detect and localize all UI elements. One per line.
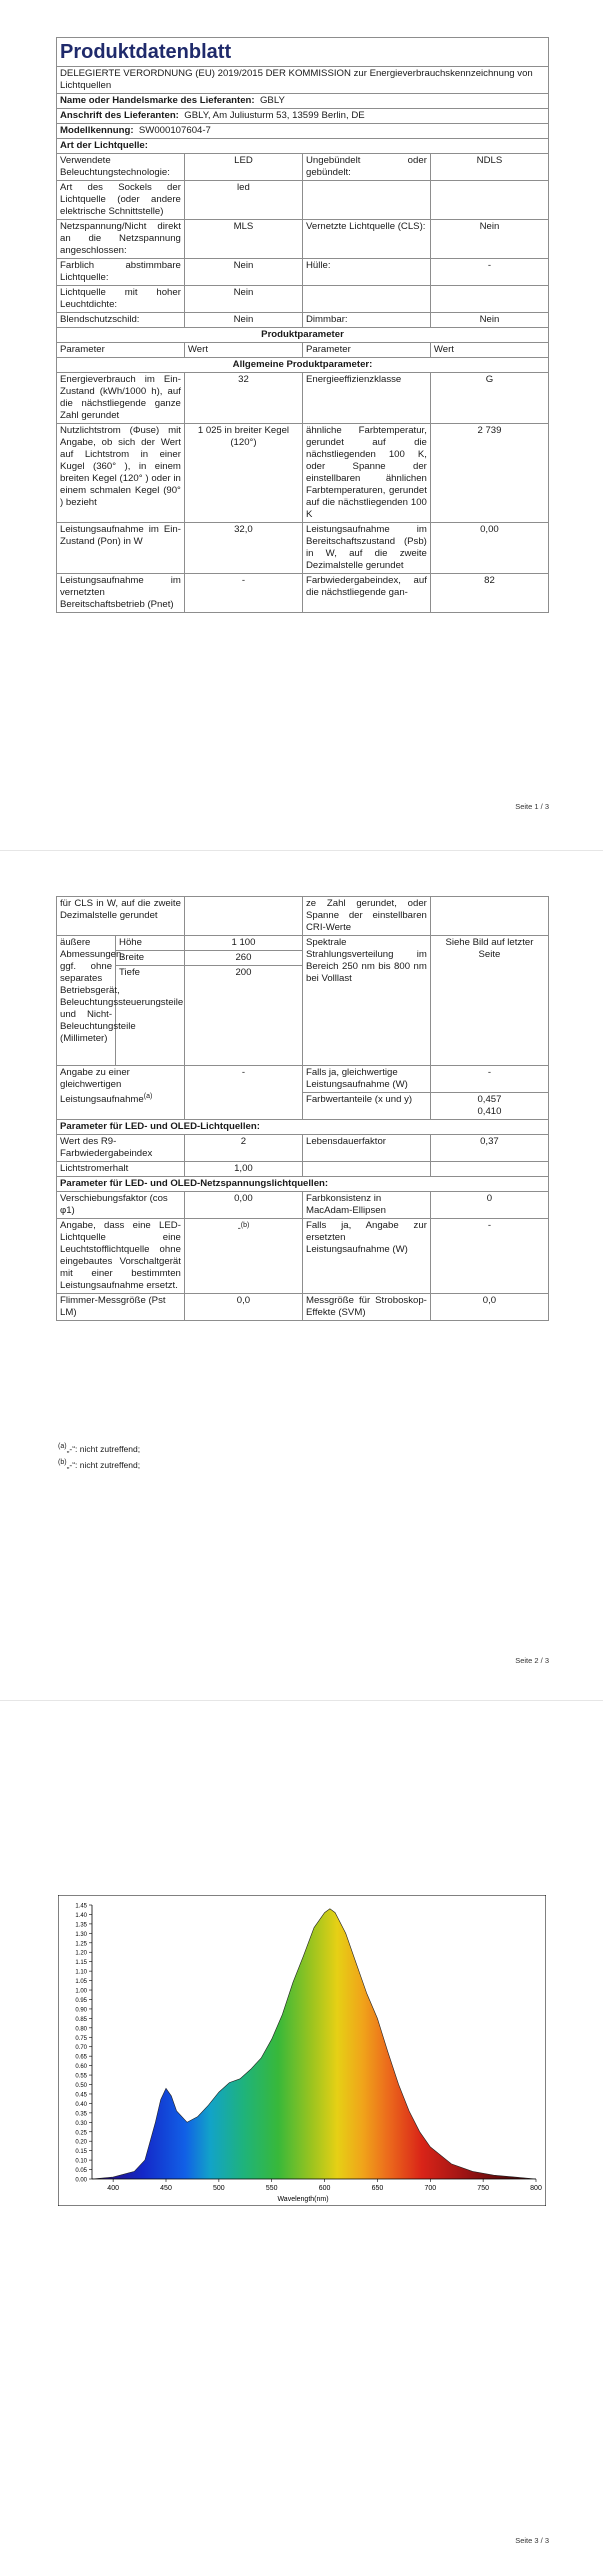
datasheet-page-1 — [56, 37, 549, 613]
x-tick-label: 700 — [424, 2185, 437, 2192]
power-net-value: - — [184, 574, 302, 613]
y-tick-label: 0.60 — [75, 2064, 87, 2071]
col-value: Wert — [430, 343, 548, 358]
y-tick-label: 0.80 — [75, 2026, 87, 2033]
row-label: Verwendete Beleuchtungstechnologie: — [57, 154, 185, 181]
y-tick-label: 0.75 — [75, 2035, 87, 2042]
equiv-note: (a) — [143, 1093, 153, 1100]
replacement-claim-cell — [184, 1219, 302, 1294]
row-label: Dimmbar: — [302, 313, 430, 328]
color-consistency-label: Farbkonsistenz in MacAdam-Ellipsen — [302, 1192, 430, 1219]
y-tick-label: 0.35 — [75, 2111, 87, 2118]
y-tick-label: 0.30 — [75, 2120, 87, 2127]
x-tick-label: 550 — [265, 2185, 278, 2192]
x-tick-label: 800 — [530, 2185, 542, 2192]
footnote-b-mark: (b) — [58, 1459, 67, 1466]
y-tick-label: 1.35 — [75, 1922, 87, 1929]
col-param: Parameter — [302, 343, 430, 358]
y-tick-label: 1.00 — [75, 1988, 87, 1995]
y-tick-label: 1.30 — [75, 1931, 87, 1938]
equiv-cell — [57, 1066, 185, 1120]
page-1 — [0, 0, 603, 811]
table-row — [57, 1066, 549, 1093]
row-label: Farblich abstimmbare Lichtquelle: — [57, 259, 185, 286]
x-tick-label: 750 — [477, 2185, 489, 2192]
supplier-name: GBLY — [259, 95, 285, 106]
chroma-y: 0,410 — [477, 1106, 502, 1117]
table-row — [57, 181, 549, 220]
y-tick-label: 0.50 — [75, 2083, 87, 2090]
page-2 — [0, 851, 603, 1671]
x-tick-label: 650 — [371, 2185, 384, 2192]
y-tick-label: 1.20 — [75, 1950, 87, 1957]
x-tick-label: 450 — [160, 2185, 172, 2192]
table-row — [57, 220, 549, 259]
table-row — [57, 1219, 549, 1294]
mains-params-heading: Parameter für LED- und OLED-Netzspannungslichtquellen: — [57, 1177, 549, 1192]
y-tick-label: 0.00 — [75, 2177, 87, 2184]
y-tick-label: 0.15 — [75, 2149, 87, 2156]
spectrum-label: Spektrale Strahlungsverteilung im Bereich 250 nm bis 800 nm bei Volllast — [302, 936, 430, 1066]
y-tick-label: 0.90 — [75, 2007, 87, 2014]
supplier-address-label: Anschrift des Lieferanten: — [60, 110, 179, 121]
column-header-row — [57, 343, 549, 358]
row-value: Nein — [430, 313, 548, 328]
r9-label: Wert des R9-Farbwiedergabeindex — [57, 1135, 185, 1162]
chroma-label: Farbwertanteile (x und y) — [302, 1093, 430, 1120]
energy-consumption-label: Energieverbrauch im Ein-Zustand (kWh/1000 h), auf die nächstliegende ganze Zahl gerundet — [57, 373, 185, 424]
row-label: Ungebündelt oder gebündelt: — [302, 154, 430, 181]
stroboscopic-value: 0,0 — [430, 1294, 548, 1321]
row-value: led — [184, 181, 302, 220]
dimensions-label: äußere Abmessungen, ggf. ohne separates Betriebsgerät, Beleuchtungssteuerungsteile und Nicht-Beleuchtungsteile (Millimeter) — [57, 936, 116, 1066]
row-label: Blendschutzschild: — [57, 313, 185, 328]
table-row — [57, 523, 549, 574]
power-net-label-cont: für CLS in W, auf die zweite Dezimalstelle gerundet — [57, 897, 185, 936]
cri-value: 82 — [430, 574, 548, 613]
row-value: Nein — [184, 286, 302, 313]
led-params-heading: Parameter für LED- und OLED-Lichtquellen: — [57, 1120, 549, 1135]
y-tick-label: 0.95 — [75, 1997, 87, 2004]
lifetime-value: 0,37 — [430, 1135, 548, 1162]
col-value: Wert — [184, 343, 302, 358]
x-axis-label: Wavelength(nm) — [277, 2196, 329, 2203]
row-label — [302, 286, 430, 313]
power-standby-label: Leistungsaufnahme im Bereitschaftszustand (Psb) in W, auf die zweite Dezimalstelle gerundet — [302, 523, 430, 574]
empty-cell — [184, 897, 302, 936]
y-tick-label: 0.40 — [75, 2101, 87, 2108]
supplier-address-row — [57, 109, 549, 124]
width-value: 260 — [184, 951, 302, 966]
row-label: Netzspannung/Nicht direkt an die Netzspannung angeschlossen: — [57, 220, 185, 259]
lifetime-label: Lebensdauerfaktor — [302, 1135, 430, 1162]
y-tick-label: 0.65 — [75, 2054, 87, 2061]
page-number: Seite 2 / 3 — [515, 1656, 549, 1665]
replacement-claim-value: - — [237, 1223, 241, 1235]
table-row — [57, 574, 549, 613]
footnote-a-text: „-“: nicht zutreffend; — [66, 1443, 141, 1454]
col-param: Parameter — [57, 343, 185, 358]
depth-value: 200 — [184, 966, 302, 1066]
row-label: Hülle: — [302, 259, 430, 286]
equiv-label: Angabe zu einer gleichwertigen Leistungsaufnahme — [60, 1067, 144, 1106]
chroma-x: 0,457 — [477, 1094, 502, 1105]
row-label — [302, 181, 430, 220]
model-label: Modellkennung: — [60, 125, 134, 136]
footnote-a — [58, 1441, 140, 1455]
table-row — [57, 373, 549, 424]
height-label: Höhe — [116, 936, 185, 951]
supplier-name-row — [57, 94, 549, 109]
table-row — [57, 1162, 549, 1177]
empty-cell — [430, 897, 548, 936]
row-label: Art des Sockels der Lichtquelle (oder andere elektrische Schnittstelle) — [57, 181, 185, 220]
power-on-value: 32,0 — [184, 523, 302, 574]
y-tick-label: 1.10 — [75, 1969, 87, 1976]
page-title: Produktdatenblatt — [57, 38, 549, 67]
replacement-power-label: Falls ja, Angabe zur ersetzten Leistungsaufnahme (W) — [302, 1219, 430, 1294]
power-on-label: Leistungsaufnahme im Ein-Zustand (Pon) in W — [57, 523, 185, 574]
y-tick-label: 1.45 — [75, 1903, 87, 1910]
y-tick-label: 0.85 — [75, 2016, 87, 2023]
y-tick-label: 1.15 — [75, 1960, 87, 1967]
y-tick-label: 1.40 — [75, 1912, 87, 1919]
width-label: Breite — [116, 951, 185, 966]
row-value: Nein — [184, 313, 302, 328]
y-tick-label: 0.05 — [75, 2168, 87, 2175]
y-tick-label: 0.20 — [75, 2139, 87, 2146]
empty-cell — [430, 1162, 548, 1177]
table-row — [57, 897, 549, 936]
general-params-heading: Allgemeine Produktparameter: — [57, 358, 549, 373]
supplier-address: GBLY, Am Juliusturm 53, 13599 Berlin, DE — [184, 110, 365, 121]
row-value: Nein — [184, 259, 302, 286]
chroma-values — [430, 1093, 548, 1120]
light-source-type-label: Art der Lichtquelle: — [57, 139, 549, 154]
y-tick-label: 1.05 — [75, 1979, 87, 1986]
footnote-b-text: „-“: nicht zutreffend; — [66, 1459, 141, 1470]
displacement-label: Verschiebungsfaktor (cos φ1) — [57, 1192, 185, 1219]
row-value: Nein — [430, 220, 548, 259]
depth-label: Tiefe — [116, 966, 185, 1066]
energy-consumption-value: 32 — [184, 373, 302, 424]
table-row — [57, 154, 549, 181]
datasheet-page-2 — [56, 896, 549, 1321]
page-number: Seite 1 / 3 — [515, 802, 549, 811]
y-tick-label: 0.10 — [75, 2158, 87, 2165]
x-tick-label: 600 — [318, 2185, 331, 2192]
equiv-value: - — [184, 1066, 302, 1120]
luminous-flux-value: 1 025 in breiter Kegel (120°) — [184, 424, 302, 523]
page-number: Seite 3 / 3 — [515, 2536, 549, 2545]
table-row — [57, 313, 549, 328]
table-row — [57, 286, 549, 313]
product-params-heading: Produktparameter — [57, 328, 549, 343]
y-tick-label: 0.70 — [75, 2045, 87, 2052]
displacement-value: 0,00 — [184, 1192, 302, 1219]
flicker-label: Flimmer-Messgröße (Pst LM) — [57, 1294, 185, 1321]
energy-class-value: G — [430, 373, 548, 424]
row-value: - — [430, 259, 548, 286]
x-tick-label: 500 — [213, 2185, 225, 2192]
regulation-text: DELEGIERTE VERORDNUNG (EU) 2019/2015 DER KOMMISSION zur Energieverbrauchskennzeichnung von Lichtquellen — [57, 67, 549, 94]
stroboscopic-label: Messgröße für Stroboskop-Effekte (SVM) — [302, 1294, 430, 1321]
lumen-maint-label: Lichtstromerhalt — [57, 1162, 185, 1177]
replacement-claim-label: Angabe, dass eine LED-Lichtquelle eine Leuchtstofflichtquelle ohne eingebautes Vorschaltgerät mit einer bestimmten Leistungsaufnahme ersetzt. — [57, 1219, 185, 1294]
replacement-power-value: - — [430, 1219, 548, 1294]
cri-label: Farbwiedergabeindex, auf die nächstliegende gan- — [302, 574, 430, 613]
luminous-flux-label: Nutzlichtstrom (Φuse) mit Angabe, ob sich der Wert auf Lichtstrom in einer Kugel (360° ), in einem breiten Kegel (120° ) oder in einem schmalen Kegel (90° ) bezieht — [57, 424, 185, 523]
r9-value: 2 — [184, 1135, 302, 1162]
table-row — [57, 1135, 549, 1162]
equiv-power-label: Falls ja, gleichwertige Leistungsaufnahme (W) — [302, 1066, 430, 1093]
color-consistency-value: 0 — [430, 1192, 548, 1219]
row-value — [430, 181, 548, 220]
row-value: NDLS — [430, 154, 548, 181]
row-label: Lichtquelle mit hoher Leuchtdichte: — [57, 286, 185, 313]
row-value — [430, 286, 548, 313]
flicker-value: 0,0 — [184, 1294, 302, 1321]
x-tick-label: 400 — [107, 2185, 119, 2192]
footnote-b — [58, 1457, 140, 1471]
equiv-power-value: - — [430, 1066, 548, 1093]
supplier-name-label: Name oder Handelsmarke des Lieferanten: — [60, 95, 255, 106]
y-tick-label: 0.55 — [75, 2073, 87, 2080]
spectrum-chart-svg — [58, 1895, 546, 2206]
cct-label: ähnliche Farbtemperatur, gerundet auf die nächstliegenden 100 K, oder Spanne der einstellbaren ähnlichen Farbtemperaturen, gerundet auf die nächstliegenden 100 K — [302, 424, 430, 523]
table-row — [57, 259, 549, 286]
table-row — [57, 1294, 549, 1321]
y-tick-label: 1.25 — [75, 1941, 87, 1948]
spectrum-value: Siehe Bild auf letzter Seite — [430, 936, 548, 1066]
power-standby-value: 0,00 — [430, 523, 548, 574]
model-row — [57, 124, 549, 139]
spectrum-chart — [58, 1895, 546, 2206]
power-net-label: Leistungsaufnahme im vernetzten Bereitschaftsbetrieb (Pnet) — [57, 574, 185, 613]
row-value: MLS — [184, 220, 302, 259]
y-tick-label: 0.45 — [75, 2092, 87, 2099]
model-number: SW000107604-7 — [138, 125, 211, 136]
footnote-a-mark: (a) — [58, 1443, 67, 1450]
energy-class-label: Energieeffizienzklasse — [302, 373, 430, 424]
cri-label-cont: ze Zahl gerundet, oder Spanne der einstellbaren CRI-Werte — [302, 897, 430, 936]
empty-cell — [302, 1162, 430, 1177]
height-value: 1 100 — [184, 936, 302, 951]
lumen-maint-value: 1,00 — [184, 1162, 302, 1177]
replacement-note: (b) — [240, 1222, 250, 1229]
y-tick-label: 0.25 — [75, 2130, 87, 2137]
cct-value: 2 739 — [430, 424, 548, 523]
row-label: Vernetzte Lichtquelle (CLS): — [302, 220, 430, 259]
table-row — [57, 936, 549, 951]
table-row — [57, 424, 549, 523]
table-row — [57, 1192, 549, 1219]
row-value: LED — [184, 154, 302, 181]
